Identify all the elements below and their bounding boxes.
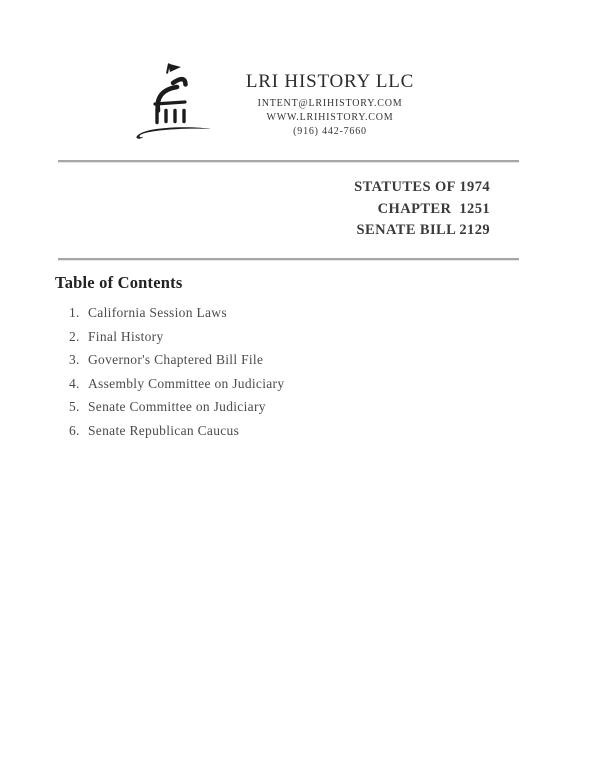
company-name: LRI HISTORY LLC [245,71,415,92]
toc-item-number: 2. [69,328,80,344]
toc-item [69,306,284,321]
contact-phone: (916) 442-7660 [293,126,367,137]
toc-heading: Table of Contents [55,273,183,292]
contact-email: INTENT@LRIHISTORY.COM [257,98,403,109]
toc-item [69,377,284,392]
toc-item-label: Final History [88,328,164,344]
toc-item [69,330,284,345]
contact-website: WWW.LRIHISTORY.COM [266,112,394,123]
toc-item-label: Senate Republican Caucus [88,422,240,438]
toc-item-number: 3. [69,352,80,367]
senate-bill-line: SENATE BILL 2129 [356,222,490,238]
statute-reference-block [354,177,490,242]
toc-item-number: 5. [69,399,80,414]
toc-item [69,424,284,439]
toc-item [69,353,284,368]
toc-item [69,400,284,415]
divider-middle [58,258,519,260]
statutes-year-line: STATUTES OF 1974 [354,179,490,195]
divider-top [58,160,519,162]
toc-item-label: Senate Committee on Judiciary [88,399,266,414]
letterhead [228,70,432,139]
toc-list [69,306,284,447]
toc-item-label: Assembly Committee on Judiciary [88,375,285,391]
toc-item-label: California Session Laws [88,305,227,320]
toc-item-number: 4. [69,375,80,391]
toc-item-label: Governor's Chaptered Bill File [88,352,264,367]
toc-item-number: 1. [69,305,80,320]
toc-item-number: 6. [69,422,80,438]
chapter-line: CHAPTER 1251 [377,200,490,217]
capitol-dome-logo-icon [133,61,228,140]
